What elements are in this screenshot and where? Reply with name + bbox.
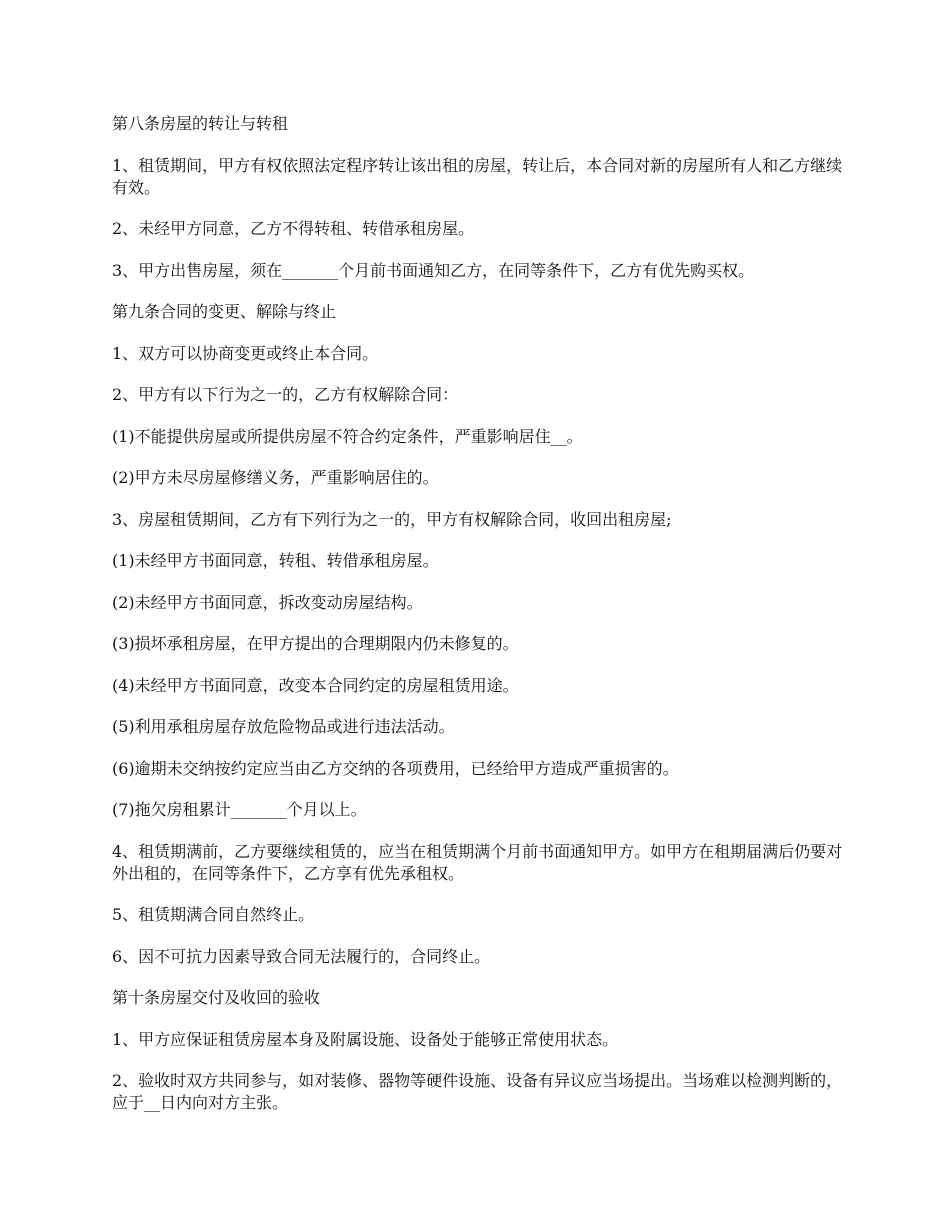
section-heading-8: 第八条房屋的转让与转租 — [112, 114, 289, 133]
document-page — [112, 113, 847, 1134]
clause-9-1: 1、双方可以协商变更或终止本合同。 — [112, 343, 379, 363]
clause-9-3-item-1: (1)未经甲方书面同意，转租、转借承租房屋。 — [112, 551, 439, 570]
clause-9-2-item-1: (1)不能提供房屋或所提供房屋不符合约定条件，严重影响居住__。 — [112, 426, 583, 446]
clause-9-2: 2、甲方有以下行为之一的，乙方有权解除合同： — [112, 385, 459, 404]
clause-8-3: 3、甲方出售房屋，须在_______个月前书面通知乙方，在同等条件下，乙方有优先购买权。 — [112, 260, 755, 280]
clause-10-2: 2、验收时双方共同参与，如对装修、器物等硬件设施、设备有异议应当场提出。当场难以检测判断的，应于__日内向对方主张。 — [112, 1071, 843, 1112]
clause-8-1: 1、租赁期间，甲方有权依照法定程序转让该出租的房屋，转让后，本合同对新的房屋所有人和乙方继续有效。 — [112, 155, 843, 197]
clause-9-5: 5、租赁期满合同自然终止。 — [112, 905, 315, 924]
section-heading-10: 第十条房屋交付及收回的验收 — [112, 988, 321, 1007]
clause-9-3-item-2: (2)未经甲方书面同意，拆改变动房屋结构。 — [112, 592, 423, 612]
clause-9-3: 3、房屋租赁期间，乙方有下列行为之一的，甲方有权解除合同，收回出租房屋; — [112, 509, 672, 529]
clause-9-3-item-3: (3)损坏承租房屋，在甲方提出的合理期限内仍未修复的。 — [112, 634, 519, 653]
clause-9-6: 6、因不可抗力因素导致合同无法履行的，合同终止。 — [112, 946, 491, 966]
clause-9-4: 4、租赁期满前，乙方要继续租赁的，应当在租赁期满个月前书面通知甲方。如甲方在租期届满后仍要对外出租的，在同等条件下，乙方享有优先承租权。 — [112, 841, 843, 883]
clause-9-2-item-2: (2)甲方未尽房屋修缮义务，严重影响居住的。 — [112, 468, 439, 487]
clause-10-1: 1、甲方应保证租赁房屋本身及附属设施、设备处于能够正常使用状态。 — [112, 1029, 619, 1049]
clause-8-2: 2、未经甲方同意，乙方不得转租、转借承租房屋。 — [112, 219, 475, 238]
clause-9-3-item-5: (5)利用承租房屋存放危险物品或进行违法活动。 — [112, 717, 455, 736]
clause-9-3-item-4: (4)未经甲方书面同意，改变本合同约定的房屋租赁用途。 — [112, 675, 519, 695]
section-heading-9: 第九条合同的变更、解除与终止 — [112, 302, 337, 321]
clause-9-3-item-7: (7)拖欠房租累计_______个月以上。 — [112, 800, 367, 819]
clause-9-3-item-6: (6)逾期未交纳按约定应当由乙方交纳的各项费用，已经给甲方造成严重损害的。 — [112, 758, 679, 778]
